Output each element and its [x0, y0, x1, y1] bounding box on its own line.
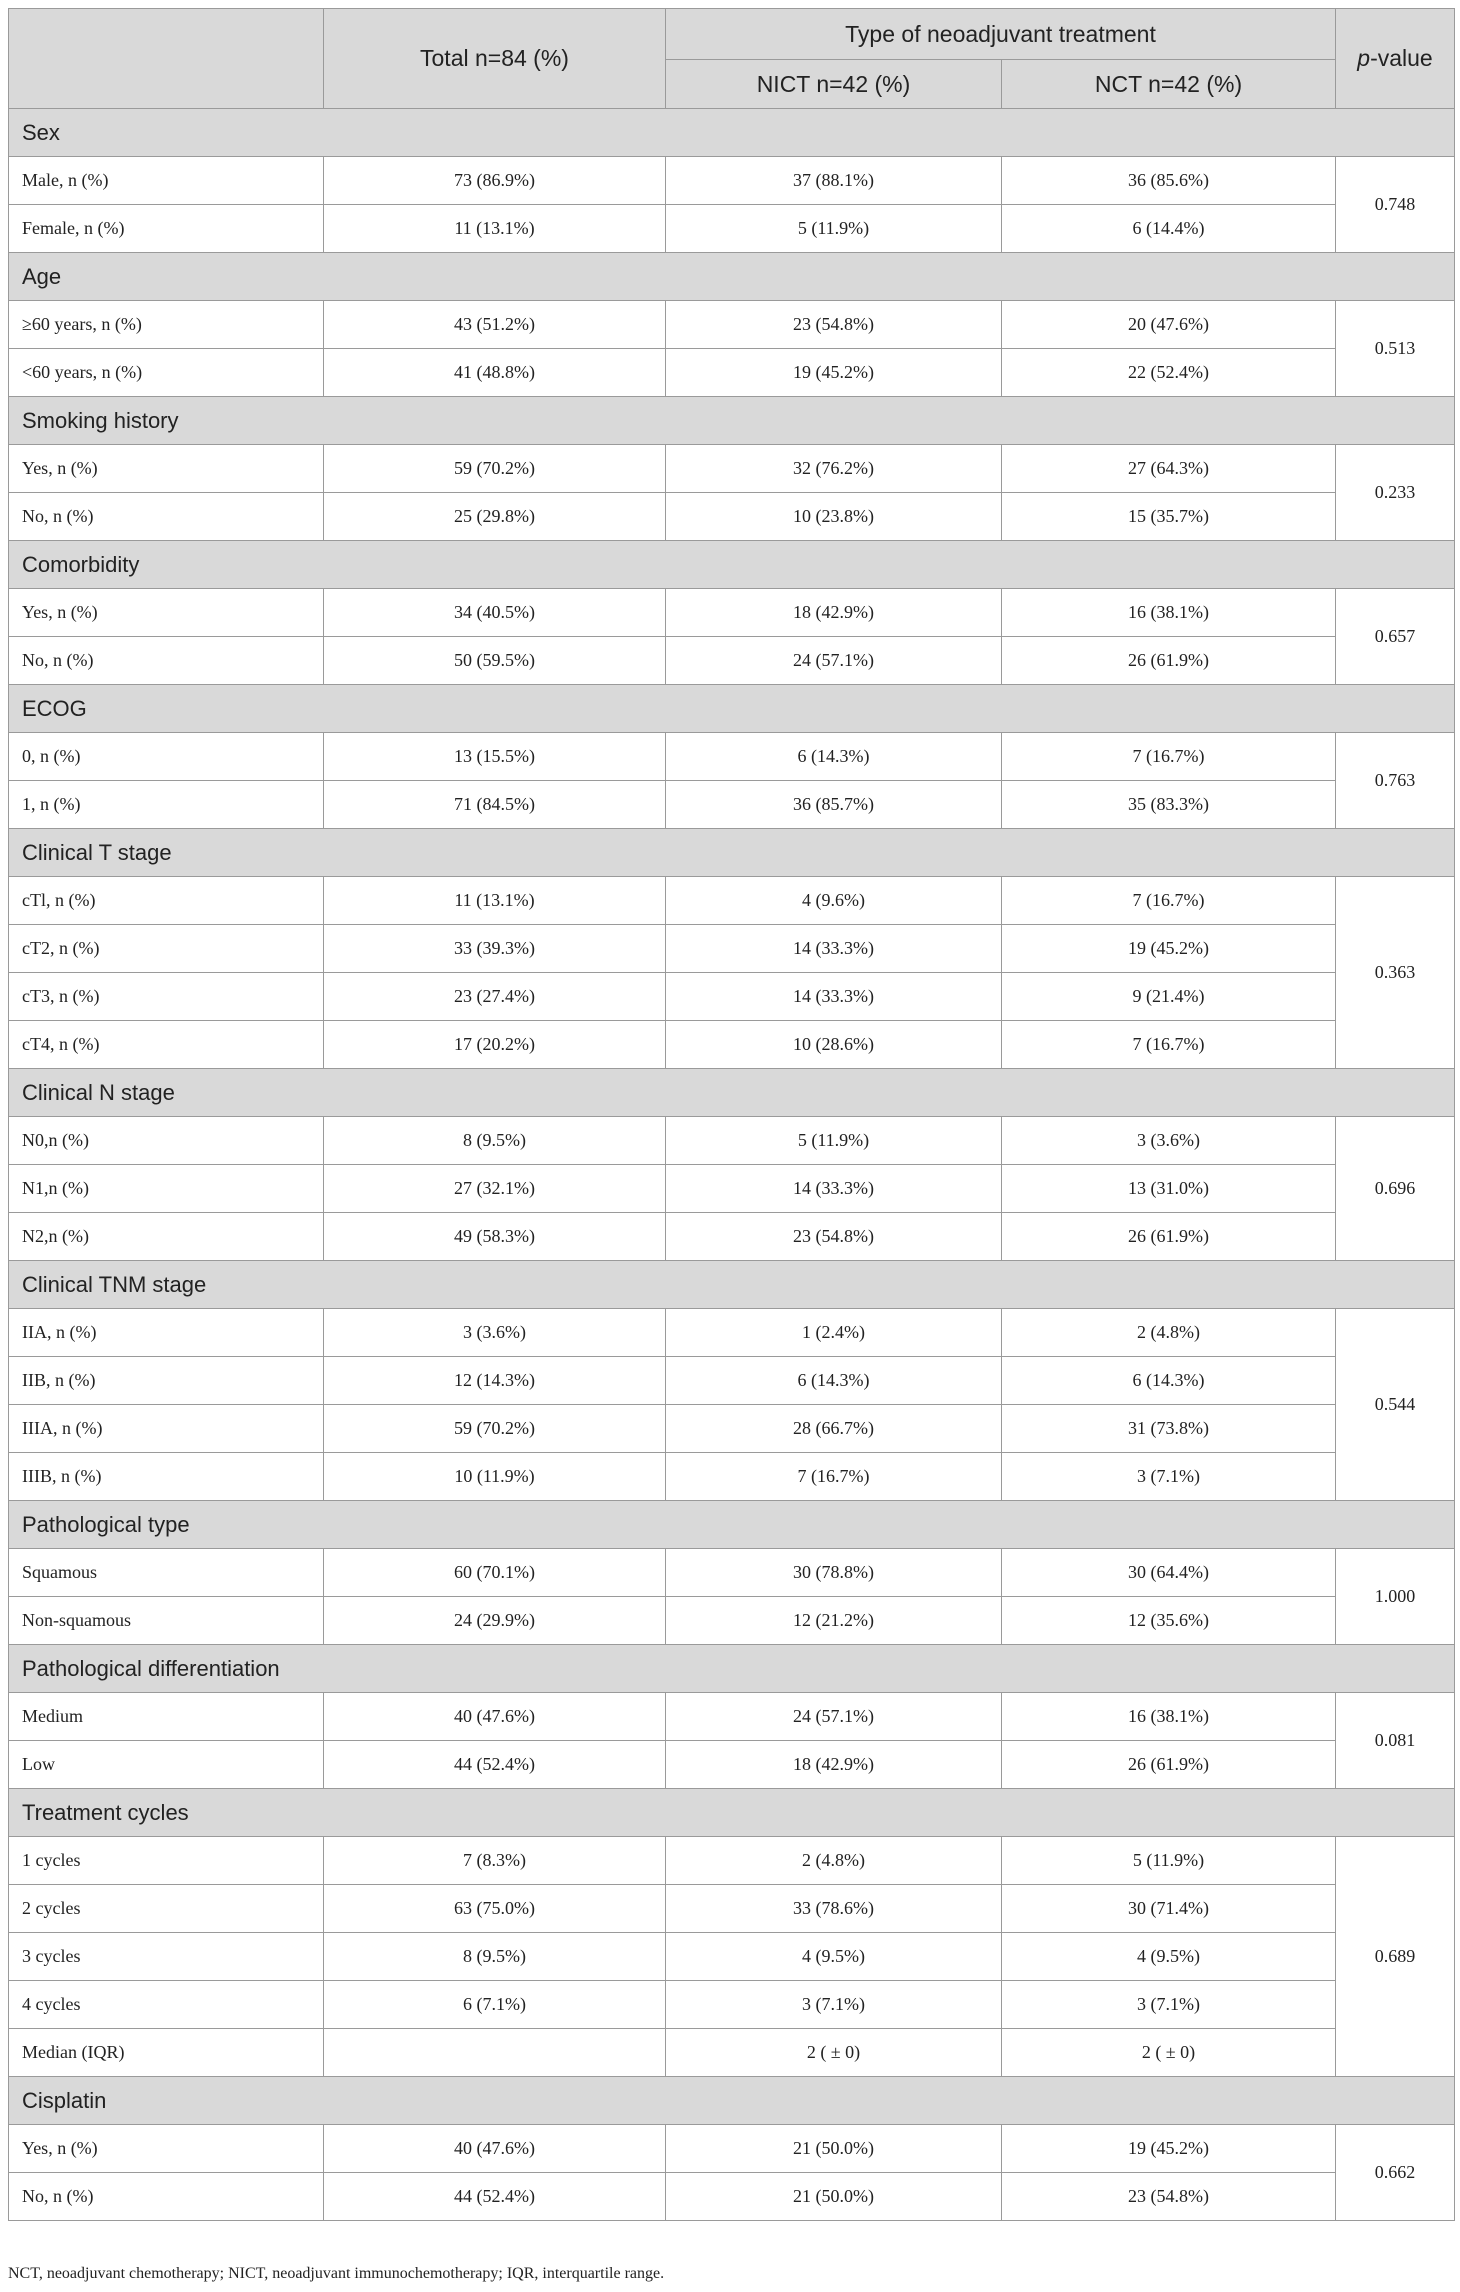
- cell-total: 6 (7.1%): [324, 1981, 666, 2029]
- cell-nct: 13 (31.0%): [1002, 1165, 1336, 1213]
- cell-nct: 6 (14.4%): [1002, 205, 1336, 253]
- row-label: No, n (%): [9, 637, 324, 685]
- cell-nict: 5 (11.9%): [666, 1117, 1002, 1165]
- section-title: Sex: [9, 109, 1455, 157]
- cell-nict: 30 (78.8%): [666, 1549, 1002, 1597]
- cell-nict: 6 (14.3%): [666, 733, 1002, 781]
- cell-nct: 19 (45.2%): [1002, 925, 1336, 973]
- cell-total: 40 (47.6%): [324, 1693, 666, 1741]
- baseline-characteristics-table: [8, 8, 1455, 2221]
- row-label: Low: [9, 1741, 324, 1789]
- section-title: Smoking history: [9, 397, 1455, 445]
- cell-nict: 5 (11.9%): [666, 205, 1002, 253]
- cell-nict: 2 (4.8%): [666, 1837, 1002, 1885]
- cell-nict: 21 (50.0%): [666, 2125, 1002, 2173]
- cell-nct: 9 (21.4%): [1002, 973, 1336, 1021]
- cell-nict: 14 (33.3%): [666, 1165, 1002, 1213]
- cell-total: 11 (13.1%): [324, 205, 666, 253]
- cell-p-value: 0.233: [1336, 445, 1455, 541]
- table-row: [9, 2173, 1455, 2221]
- cell-nct: 12 (35.6%): [1002, 1597, 1336, 1645]
- cell-nict: 10 (28.6%): [666, 1021, 1002, 1069]
- cell-total: 23 (27.4%): [324, 973, 666, 1021]
- cell-total: 3 (3.6%): [324, 1309, 666, 1357]
- header-nct: NCT n=42 (%): [1002, 60, 1336, 109]
- row-label: 4 cycles: [9, 1981, 324, 2029]
- cell-nict: 21 (50.0%): [666, 2173, 1002, 2221]
- section-title: Clinical T stage: [9, 829, 1455, 877]
- row-label: Non-squamous: [9, 1597, 324, 1645]
- cell-total: 41 (48.8%): [324, 349, 666, 397]
- row-label: No, n (%): [9, 493, 324, 541]
- cell-total: 8 (9.5%): [324, 1117, 666, 1165]
- cell-p-value: 0.763: [1336, 733, 1455, 829]
- section-title: Pathological type: [9, 1501, 1455, 1549]
- cell-p-value: 0.748: [1336, 157, 1455, 253]
- row-label: IIIA, n (%): [9, 1405, 324, 1453]
- section-row: [9, 1261, 1455, 1309]
- cell-nct: 36 (85.6%): [1002, 157, 1336, 205]
- cell-nict: 1 (2.4%): [666, 1309, 1002, 1357]
- table-row: [9, 781, 1455, 829]
- table-footnote: NCT, neoadjuvant chemotherapy; NICT, neoadjuvant immunochemotherapy; IQR, interquartile range.: [8, 2265, 665, 2282]
- cell-total: 44 (52.4%): [324, 2173, 666, 2221]
- cell-nict: 36 (85.7%): [666, 781, 1002, 829]
- cell-total: [324, 2029, 666, 2077]
- row-label: IIIB, n (%): [9, 1453, 324, 1501]
- header-blank: [9, 9, 324, 109]
- cell-p-value: 0.363: [1336, 877, 1455, 1069]
- cell-nict: 24 (57.1%): [666, 1693, 1002, 1741]
- cell-nct: 16 (38.1%): [1002, 1693, 1336, 1741]
- table-row: [9, 1741, 1455, 1789]
- cell-nct: 7 (16.7%): [1002, 1021, 1336, 1069]
- cell-nict: 23 (54.8%): [666, 1213, 1002, 1261]
- cell-nict: 19 (45.2%): [666, 349, 1002, 397]
- header-p-value: [1336, 9, 1455, 109]
- row-label: Median (IQR): [9, 2029, 324, 2077]
- cell-total: 73 (86.9%): [324, 157, 666, 205]
- row-label: Yes, n (%): [9, 589, 324, 637]
- cell-nct: 3 (7.1%): [1002, 1453, 1336, 1501]
- row-label: 3 cycles: [9, 1933, 324, 1981]
- cell-nict: 14 (33.3%): [666, 925, 1002, 973]
- row-label: cT2, n (%): [9, 925, 324, 973]
- table-row: [9, 1693, 1455, 1741]
- cell-total: 17 (20.2%): [324, 1021, 666, 1069]
- row-label: 0, n (%): [9, 733, 324, 781]
- section-row: [9, 1789, 1455, 1837]
- section-row: [9, 2077, 1455, 2125]
- row-label: Squamous: [9, 1549, 324, 1597]
- section-row: [9, 1645, 1455, 1693]
- cell-p-value: 0.081: [1336, 1693, 1455, 1789]
- row-label: N2,n (%): [9, 1213, 324, 1261]
- cell-nict: 10 (23.8%): [666, 493, 1002, 541]
- section-row: [9, 1501, 1455, 1549]
- row-label: <60 years, n (%): [9, 349, 324, 397]
- cell-nct: 26 (61.9%): [1002, 1741, 1336, 1789]
- table-row: [9, 1309, 1455, 1357]
- cell-nict: 32 (76.2%): [666, 445, 1002, 493]
- cell-nct: 26 (61.9%): [1002, 1213, 1336, 1261]
- cell-total: 12 (14.3%): [324, 1357, 666, 1405]
- section-row: [9, 109, 1455, 157]
- table-row: [9, 1021, 1455, 1069]
- cell-nict: 33 (78.6%): [666, 1885, 1002, 1933]
- table-row: [9, 733, 1455, 781]
- cell-nct: 7 (16.7%): [1002, 877, 1336, 925]
- cell-total: 49 (58.3%): [324, 1213, 666, 1261]
- row-label: cT4, n (%): [9, 1021, 324, 1069]
- table-header: [9, 9, 1455, 109]
- table-row: [9, 1549, 1455, 1597]
- table-row: [9, 1885, 1455, 1933]
- row-label: No, n (%): [9, 2173, 324, 2221]
- cell-total: 11 (13.1%): [324, 877, 666, 925]
- section-row: [9, 253, 1455, 301]
- section-row: [9, 541, 1455, 589]
- cell-nct: 16 (38.1%): [1002, 589, 1336, 637]
- cell-total: 24 (29.9%): [324, 1597, 666, 1645]
- table-row: [9, 445, 1455, 493]
- row-label: ≥60 years, n (%): [9, 301, 324, 349]
- table-row: [9, 1933, 1455, 1981]
- cell-nct: 19 (45.2%): [1002, 2125, 1336, 2173]
- cell-nict: 4 (9.6%): [666, 877, 1002, 925]
- table-body: [9, 109, 1455, 2221]
- table-row: [9, 637, 1455, 685]
- row-label: Yes, n (%): [9, 445, 324, 493]
- header-nict: NICT n=42 (%): [666, 60, 1002, 109]
- cell-nict: 24 (57.1%): [666, 637, 1002, 685]
- section-title: ECOG: [9, 685, 1455, 733]
- section-title: Clinical TNM stage: [9, 1261, 1455, 1309]
- section-title: Age: [9, 253, 1455, 301]
- cell-total: 8 (9.5%): [324, 1933, 666, 1981]
- cell-total: 40 (47.6%): [324, 2125, 666, 2173]
- table-row: [9, 301, 1455, 349]
- cell-p-value: 0.544: [1336, 1309, 1455, 1501]
- table-row: [9, 205, 1455, 253]
- cell-nct: 3 (7.1%): [1002, 1981, 1336, 2029]
- table-row: [9, 877, 1455, 925]
- cell-nict: 12 (21.2%): [666, 1597, 1002, 1645]
- cell-nict: 2 ( ± 0): [666, 2029, 1002, 2077]
- row-label: cT3, n (%): [9, 973, 324, 1021]
- table-row: [9, 589, 1455, 637]
- table-container: [8, 8, 1454, 2221]
- cell-total: 33 (39.3%): [324, 925, 666, 973]
- row-label: Male, n (%): [9, 157, 324, 205]
- table-row: [9, 1837, 1455, 1885]
- cell-nict: 18 (42.9%): [666, 1741, 1002, 1789]
- table-row: [9, 493, 1455, 541]
- row-label: 2 cycles: [9, 1885, 324, 1933]
- table-row: [9, 2029, 1455, 2077]
- cell-nict: 7 (16.7%): [666, 1453, 1002, 1501]
- cell-nct: 2 ( ± 0): [1002, 2029, 1336, 2077]
- row-label: 1, n (%): [9, 781, 324, 829]
- table-row: [9, 1117, 1455, 1165]
- row-label: N1,n (%): [9, 1165, 324, 1213]
- cell-total: 63 (75.0%): [324, 1885, 666, 1933]
- row-label: Yes, n (%): [9, 2125, 324, 2173]
- cell-nict: 3 (7.1%): [666, 1981, 1002, 2029]
- cell-total: 59 (70.2%): [324, 445, 666, 493]
- cell-nct: 27 (64.3%): [1002, 445, 1336, 493]
- cell-nict: 37 (88.1%): [666, 157, 1002, 205]
- cell-nct: 20 (47.6%): [1002, 301, 1336, 349]
- cell-total: 50 (59.5%): [324, 637, 666, 685]
- row-label: IIB, n (%): [9, 1357, 324, 1405]
- cell-nict: 23 (54.8%): [666, 301, 1002, 349]
- header-total: Total n=84 (%): [324, 9, 666, 109]
- table-row: [9, 349, 1455, 397]
- cell-total: 34 (40.5%): [324, 589, 666, 637]
- cell-p-value: 0.696: [1336, 1117, 1455, 1261]
- cell-nct: 3 (3.6%): [1002, 1117, 1336, 1165]
- row-label: IIA, n (%): [9, 1309, 324, 1357]
- table-row: [9, 973, 1455, 1021]
- cell-total: 43 (51.2%): [324, 301, 666, 349]
- cell-nict: 4 (9.5%): [666, 1933, 1002, 1981]
- table-row: [9, 1165, 1455, 1213]
- section-row: [9, 829, 1455, 877]
- table-row: [9, 2125, 1455, 2173]
- row-label: N0,n (%): [9, 1117, 324, 1165]
- table-row: [9, 1357, 1455, 1405]
- table-row: [9, 1453, 1455, 1501]
- cell-total: 60 (70.1%): [324, 1549, 666, 1597]
- cell-total: 44 (52.4%): [324, 1741, 666, 1789]
- section-title: Cisplatin: [9, 2077, 1455, 2125]
- cell-nct: 2 (4.8%): [1002, 1309, 1336, 1357]
- table-row: [9, 1597, 1455, 1645]
- section-title: Pathological differentiation: [9, 1645, 1455, 1693]
- row-label: 1 cycles: [9, 1837, 324, 1885]
- cell-nct: 26 (61.9%): [1002, 637, 1336, 685]
- cell-nct: 30 (71.4%): [1002, 1885, 1336, 1933]
- row-label: Medium: [9, 1693, 324, 1741]
- cell-total: 7 (8.3%): [324, 1837, 666, 1885]
- cell-total: 59 (70.2%): [324, 1405, 666, 1453]
- cell-nct: 6 (14.3%): [1002, 1357, 1336, 1405]
- row-label: cTl, n (%): [9, 877, 324, 925]
- table-row: [9, 1405, 1455, 1453]
- section-row: [9, 685, 1455, 733]
- cell-nict: 28 (66.7%): [666, 1405, 1002, 1453]
- cell-nct: 15 (35.7%): [1002, 493, 1336, 541]
- header-p-rest: -value: [1370, 45, 1433, 71]
- section-row: [9, 1069, 1455, 1117]
- section-row: [9, 397, 1455, 445]
- cell-nct: 5 (11.9%): [1002, 1837, 1336, 1885]
- cell-nct: 30 (64.4%): [1002, 1549, 1336, 1597]
- table-row: [9, 157, 1455, 205]
- cell-nct: 22 (52.4%): [1002, 349, 1336, 397]
- cell-nct: 31 (73.8%): [1002, 1405, 1336, 1453]
- section-title: Comorbidity: [9, 541, 1455, 589]
- section-title: Clinical N stage: [9, 1069, 1455, 1117]
- table-row: [9, 1213, 1455, 1261]
- cell-p-value: 0.689: [1336, 1837, 1455, 2077]
- cell-p-value: 0.657: [1336, 589, 1455, 685]
- cell-p-value: 1.000: [1336, 1549, 1455, 1645]
- section-title: Treatment cycles: [9, 1789, 1455, 1837]
- header-treatment-type: Type of neoadjuvant treatment: [666, 9, 1336, 60]
- header-p-italic: p: [1357, 45, 1371, 71]
- cell-nct: 35 (83.3%): [1002, 781, 1336, 829]
- cell-nict: 18 (42.9%): [666, 589, 1002, 637]
- cell-total: 10 (11.9%): [324, 1453, 666, 1501]
- table-row: [9, 1981, 1455, 2029]
- cell-p-value: 0.513: [1336, 301, 1455, 397]
- cell-total: 71 (84.5%): [324, 781, 666, 829]
- cell-nct: 23 (54.8%): [1002, 2173, 1336, 2221]
- cell-nict: 6 (14.3%): [666, 1357, 1002, 1405]
- table-row: [9, 925, 1455, 973]
- cell-p-value: 0.662: [1336, 2125, 1455, 2221]
- cell-total: 13 (15.5%): [324, 733, 666, 781]
- row-label: Female, n (%): [9, 205, 324, 253]
- cell-total: 27 (32.1%): [324, 1165, 666, 1213]
- cell-total: 25 (29.8%): [324, 493, 666, 541]
- cell-nict: 14 (33.3%): [666, 973, 1002, 1021]
- cell-nct: 4 (9.5%): [1002, 1933, 1336, 1981]
- cell-nct: 7 (16.7%): [1002, 733, 1336, 781]
